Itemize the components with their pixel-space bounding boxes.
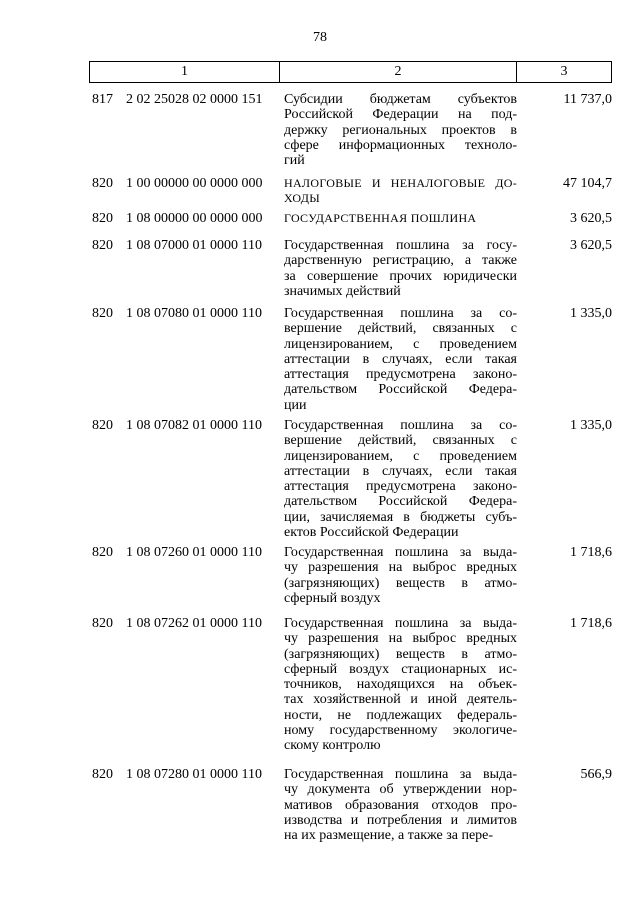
- revenue-name-line: ции: [284, 397, 307, 413]
- amount: 3 620,5: [570, 211, 612, 226]
- budget-classification-code: 1 00 00000 00 0000 000: [126, 176, 263, 191]
- revenue-name-line: лицензированием, с проведением: [284, 336, 517, 352]
- revenue-name-line: (загрязняющих) веществ в атмо-: [284, 575, 517, 591]
- budget-classification-code: 1 08 00000 00 0000 000: [126, 211, 263, 226]
- admin-code: 820: [92, 616, 113, 631]
- revenue-name-line: Российской Федерации на под-: [284, 107, 517, 123]
- revenue-name-line: аттестации в случаях, если такая: [284, 351, 517, 367]
- admin-code: 820: [92, 418, 113, 433]
- revenue-name-line: Государственная пошлина за выда-: [284, 767, 517, 782]
- budget-classification-code: 1 08 07260 01 0000 110: [126, 545, 262, 560]
- amount: 1 718,6: [570, 545, 612, 560]
- header-col-3: 3: [560, 64, 568, 79]
- budget-classification-code: 1 08 07082 01 0000 110: [126, 418, 262, 433]
- table-header: [89, 61, 612, 83]
- admin-code: 820: [92, 176, 113, 191]
- revenue-name-line: аттестация предусмотрена законо-: [284, 479, 517, 495]
- revenue-name: [284, 616, 517, 754]
- revenue-name-line: ХОДЫ: [284, 191, 320, 206]
- revenue-name-line: Государственная пошлина за со-: [284, 418, 517, 433]
- revenue-name-line: Субсидии бюджетам субъектов: [284, 92, 517, 107]
- revenue-name-line: изводства и потребления и лимитов: [284, 812, 517, 828]
- revenue-name-line: ГОСУДАРСТВЕННАЯ ПОШЛИНА: [284, 211, 477, 225]
- revenue-name-line: точников, находящихся на объек-: [284, 677, 517, 693]
- admin-code: 820: [92, 767, 113, 782]
- revenue-name-line: аттестации в случаях, если такая: [284, 463, 517, 479]
- admin-code: 820: [92, 306, 113, 321]
- revenue-name: [284, 211, 517, 226]
- revenue-name-line: мативов образования отходов про-: [284, 797, 517, 813]
- revenue-name-line: на их размещение, а также за пере-: [284, 828, 494, 844]
- revenue-name-line: Государственная пошлина за госу-: [284, 238, 517, 253]
- amount: 566,9: [580, 767, 612, 782]
- budget-classification-code: 1 08 07080 01 0000 110: [126, 306, 262, 321]
- admin-code: 817: [92, 92, 113, 107]
- revenue-name-line: скому контролю: [284, 738, 381, 754]
- revenue-name-line: сфере информационных техноло-: [284, 137, 517, 153]
- admin-code: 820: [92, 545, 113, 560]
- header-col-1: 1: [90, 62, 280, 82]
- revenue-name-line: чу документа об утверждении нор-: [284, 782, 517, 798]
- amount: 47 104,7: [563, 176, 612, 191]
- revenue-name: [284, 767, 517, 843]
- revenue-name-line: значимых действий: [284, 283, 401, 299]
- revenue-name-line: (загрязняющих) веществ в атмо-: [284, 646, 517, 662]
- revenue-name-line: чу разрешения на выброс вредных: [284, 631, 517, 647]
- revenue-name: [284, 418, 517, 540]
- revenue-name-line: сферный воздух: [284, 590, 381, 606]
- page-number: 78: [313, 30, 327, 45]
- revenue-name: [284, 545, 517, 606]
- amount: 1 335,0: [570, 418, 612, 433]
- revenue-name: [284, 176, 517, 207]
- revenue-name-line: сферный воздух стационарных ис-: [284, 661, 517, 677]
- revenue-name: [284, 306, 517, 413]
- revenue-name-line: держку региональных проектов в: [284, 122, 517, 138]
- revenue-name-line: вершение действий, связанных с: [284, 433, 517, 449]
- revenue-name-line: Государственная пошлина за со-: [284, 306, 517, 321]
- revenue-name-line: аттестация предусмотрена законо-: [284, 367, 517, 383]
- revenue-name-line: чу разрешения на выброс вредных: [284, 560, 517, 576]
- revenue-name-line: гий: [284, 153, 305, 169]
- revenue-name-line: тах хозяйственной и иной деятель-: [284, 692, 517, 708]
- revenue-name-line: вершение действий, связанных с: [284, 321, 517, 337]
- revenue-name-line: дательством Российской Федера-: [284, 494, 517, 510]
- revenue-name-line: ному государственному экологиче-: [284, 723, 517, 739]
- revenue-name-line: дательством Российской Федера-: [284, 382, 517, 398]
- amount: 1 335,0: [570, 306, 612, 321]
- revenue-name-line: ектов Российской Федерации: [284, 525, 459, 541]
- budget-classification-code: 1 08 07262 01 0000 110: [126, 616, 262, 631]
- amount: 3 620,5: [570, 238, 612, 253]
- revenue-name: [284, 238, 517, 299]
- header-col-2: 2: [280, 62, 517, 82]
- amount: 11 737,0: [563, 92, 612, 107]
- revenue-name-line: ности, не подлежащих федераль-: [284, 707, 517, 723]
- revenue-name-line: ции, зачисляемая в бюджеты субъ-: [284, 509, 517, 525]
- admin-code: 820: [92, 211, 113, 226]
- revenue-name: [284, 92, 517, 168]
- amount: 1 718,6: [570, 616, 612, 631]
- admin-code: 820: [92, 238, 113, 253]
- revenue-name-line: Государственная пошлина за выда-: [284, 616, 517, 631]
- budget-classification-code: 2 02 25028 02 0000 151: [126, 92, 263, 107]
- budget-classification-code: 1 08 07280 01 0000 110: [126, 767, 262, 782]
- revenue-name-line: НАЛОГОВЫЕ И НЕНАЛОГОВЫЕ ДО-: [284, 176, 517, 190]
- revenue-name-line: за совершение прочих юридически: [284, 268, 517, 284]
- revenue-name-line: дарственную регистрацию, а также: [284, 253, 517, 269]
- revenue-name-line: лицензированием, с проведением: [284, 448, 517, 464]
- revenue-name-line: Государственная пошлина за выда-: [284, 545, 517, 560]
- budget-classification-code: 1 08 07000 01 0000 110: [126, 238, 262, 253]
